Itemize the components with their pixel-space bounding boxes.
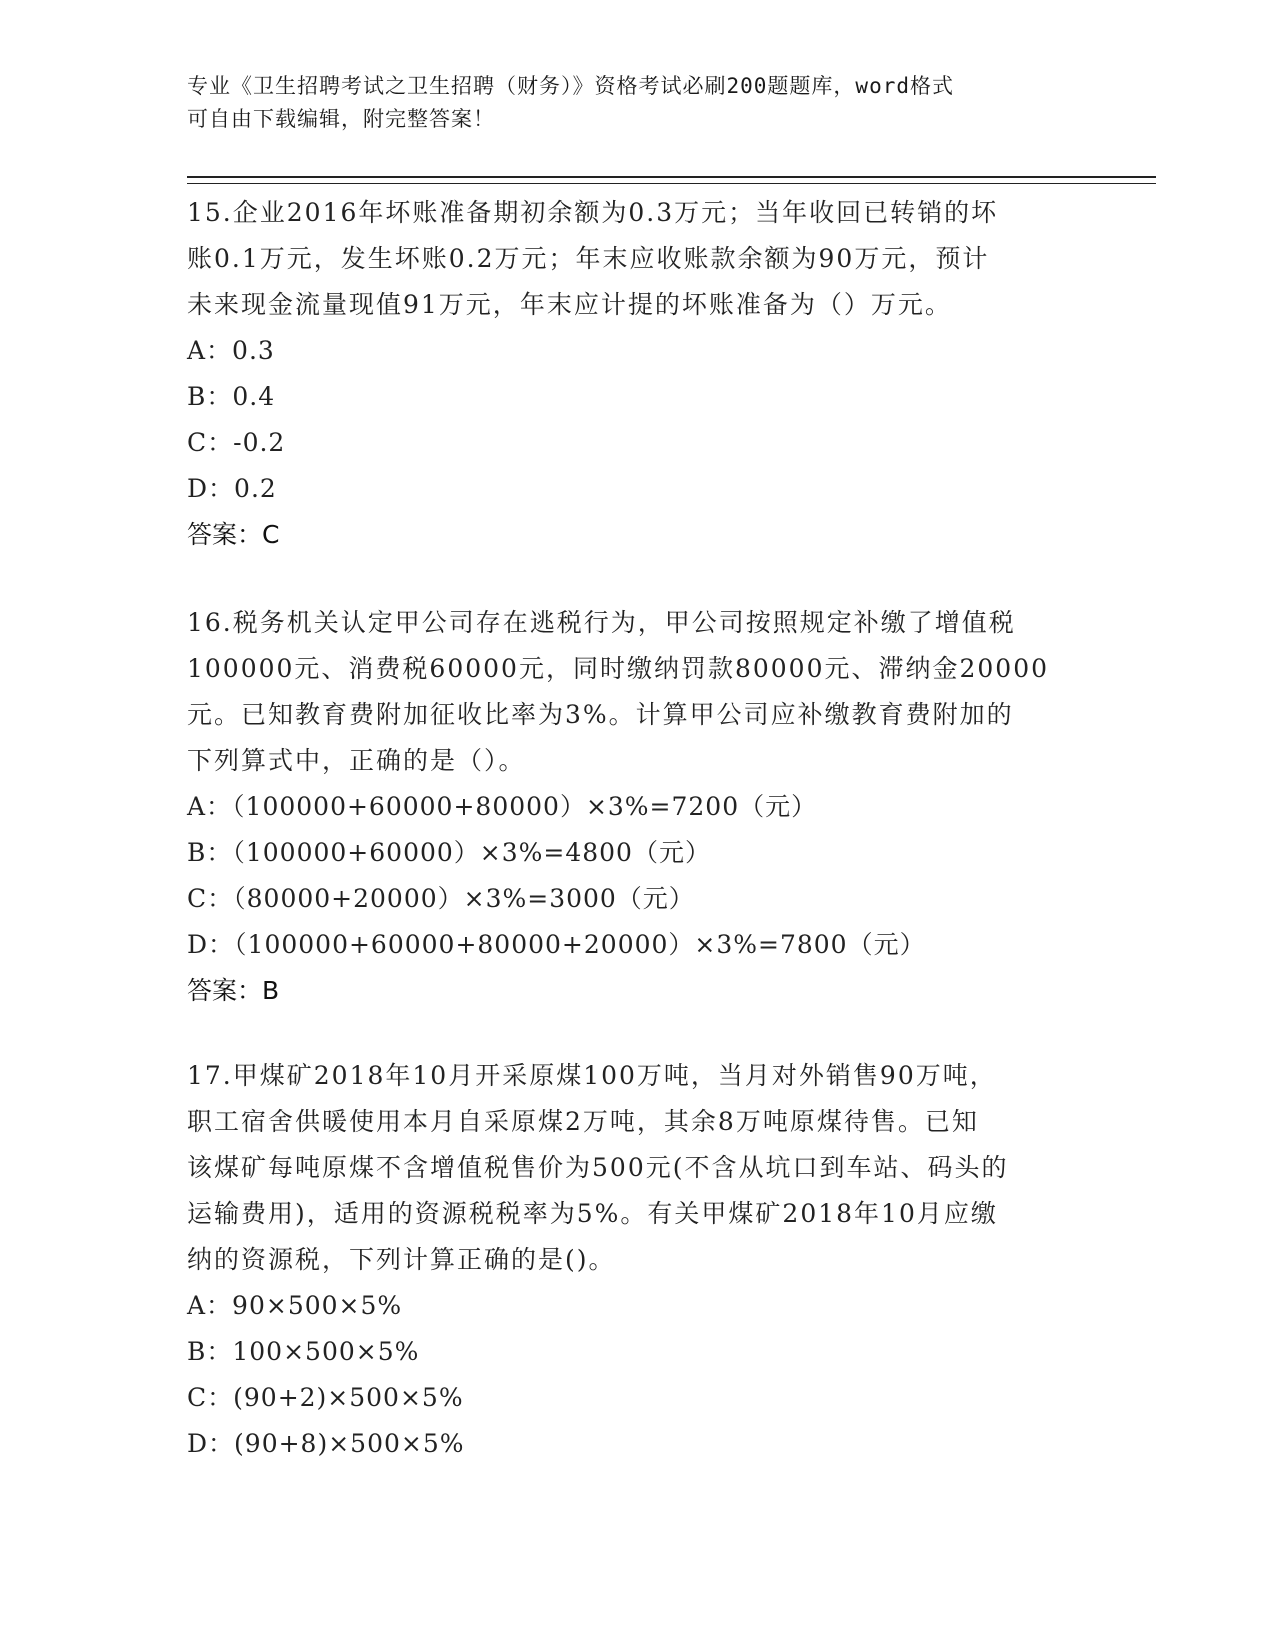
question-17 — [187, 1053, 1087, 1467]
stem-line: 16.税务机关认定甲公司存在逃税行为，甲公司按照规定补缴了增值税 — [187, 608, 1016, 637]
stem-line: 职工宿舍供暖使用本月自采原煤2万吨，其余8万吨原煤待售。已知 — [187, 1107, 979, 1136]
answer-line: 答案：C — [187, 520, 280, 549]
stem-line: 100000元、消费税60000元，同时缴纳罚款80000元、滞纳金20000 — [187, 654, 1050, 683]
option-a: A：0.3 — [187, 336, 275, 365]
question-15 — [187, 190, 1087, 558]
option-c: C：-0.2 — [187, 428, 286, 457]
question-stem — [187, 1053, 1087, 1283]
stem-line: 元。已知教育费附加征收比率为3%。计算甲公司应补缴教育费附加的 — [187, 700, 1014, 729]
stem-line: 未来现金流量现值91万元，年末应计提的坏账准备为（）万元。 — [187, 290, 952, 319]
stem-line: 15.企业2016年坏账准备期初余额为0.3万元；当年收回已转销的坏 — [187, 198, 999, 227]
option-c: C：（80000+20000）×3%=3000（元） — [187, 884, 695, 913]
document-header — [187, 70, 1067, 136]
option-a: A：（100000+60000+80000）×3%=7200（元） — [187, 792, 818, 821]
option-b: B：0.4 — [187, 382, 276, 411]
header-divider-thin — [187, 183, 1156, 184]
question-stem — [187, 600, 1087, 784]
option-a: A：90×500×5% — [187, 1291, 403, 1320]
option-b: B：（100000+60000）×3%=4800（元） — [187, 838, 711, 867]
stem-line: 下列算式中，正确的是（）。 — [187, 746, 526, 775]
header-line-2: 可自由下载编辑，附完整答案！ — [187, 107, 495, 131]
option-b: B：100×500×5% — [187, 1337, 420, 1366]
question-stem — [187, 190, 1087, 328]
stem-line: 纳的资源税，下列计算正确的是()。 — [187, 1245, 616, 1274]
answer-line: 答案：B — [187, 976, 280, 1005]
option-d: D：（100000+60000+80000+20000）×3%=7800（元） — [187, 930, 926, 959]
question-16 — [187, 600, 1087, 1014]
stem-line: 该煤矿每吨原煤不含增值税售价为500元(不含从坑口到车站、码头的 — [187, 1153, 1009, 1182]
option-d: D：0.2 — [187, 474, 277, 503]
stem-line: 账0.1万元，发生坏账0.2万元；年末应收账款余额为90万元，预计 — [187, 244, 990, 273]
stem-line: 17.甲煤矿2018年10月开采原煤100万吨，当月对外销售90万吨， — [187, 1061, 997, 1090]
stem-line: 运输费用)，适用的资源税税率为5%。有关甲煤矿2018年10月应缴 — [187, 1199, 998, 1228]
option-c: C：(90+2)×500×5% — [187, 1383, 464, 1412]
header-divider-thick — [187, 176, 1156, 178]
option-d: D：(90+8)×500×5% — [187, 1429, 465, 1458]
header-line-1: 专业《卫生招聘考试之卫生招聘（财务）》资格考试必刷200题题库，word格式 — [187, 74, 954, 98]
